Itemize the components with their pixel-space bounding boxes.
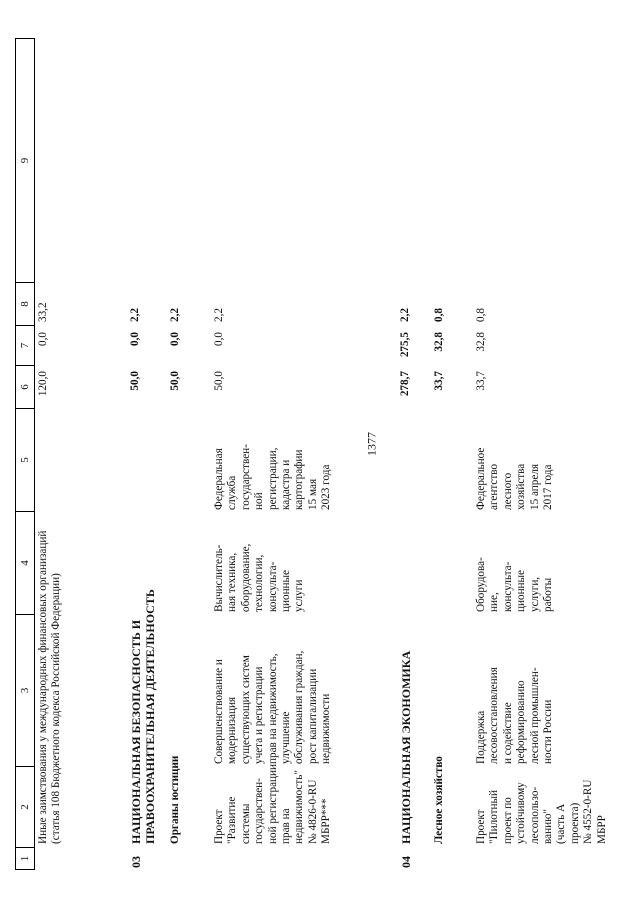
section-03-title: НАЦИОНАЛЬНАЯ БЕЗОПАСНОСТЬ И ПРАВООХРАНИТЕЛЬНАЯ ДЕЯТЕЛЬНОСТЬ — [129, 589, 157, 844]
column-header-5: 5 — [16, 408, 34, 511]
section-03-project-col8: 2,2 — [213, 308, 225, 322]
section-04-project-col3: Поддержка лесовосстановления и содействие реформированию лесной промышлен- ности России — [475, 667, 555, 764]
section-04-project-col2: Проект "Пилотный проект по устойчивому лесопользо- ванию" (часть А проекта) № 4552-0-RU МБРР — [475, 779, 608, 844]
column-header-9: 9 — [19, 157, 31, 164]
section-03-project-col4: Вычислитель- ная техника, оборудование, технологии, консульта- ционные услуги — [213, 543, 306, 612]
column-header-4: 4 — [16, 511, 34, 614]
section-03-col6: 50,0 — [129, 371, 141, 391]
column-header-1: 1 — [16, 847, 34, 869]
column-header-3: 3 — [16, 614, 34, 766]
section-03-project-col5: Федеральная служба государствен- ной регистрации, кадастра и картографии 15 мая 2023 года — [213, 444, 333, 510]
section-04-code: 04 — [399, 856, 413, 868]
intro-text: Иные заимствования у международных финансовых организаций (статья 108 Бюджетного кодекса Российской Федерации) — [37, 530, 63, 844]
column-header-8: 8 — [16, 282, 34, 325]
section-03-sub-col6: 50,0 — [169, 371, 181, 391]
section-03-project-col3: Совершенствование и модернизация существующих систем учета и регистрации прав на недвижимость, улучшение обслуживания граждан, рост капитализации недвижимости — [213, 650, 333, 764]
section-04-sub-col7: 32,8 — [433, 332, 445, 352]
section-04-sub-col6: 33,7 — [433, 371, 445, 391]
section-04-sub-title: Лесное хозяйство — [433, 756, 445, 844]
section-03-col7: 0,0 — [129, 332, 141, 346]
page-number: 1377 — [364, 432, 379, 456]
section-04-project-col7: 32,8 — [475, 332, 487, 352]
section-03-project-col7: 0,0 — [213, 332, 225, 346]
column-header-6: 6 — [16, 365, 34, 408]
section-04-col6: 278,7 — [399, 371, 411, 397]
intro-col6: 120,0 — [37, 371, 49, 397]
section-03-col8: 2,2 — [129, 308, 141, 322]
rotated-table — [15, 10, 625, 870]
section-03-project-col2: Проект "Развитие системы государствен- ной регистрации прав на недвижимость" № 4826-0-RU МБРР*** — [213, 763, 333, 844]
section-03-code: 03 — [129, 856, 143, 868]
section-04-title: НАЦИОНАЛЬНАЯ ЭКОНОМИКА — [399, 650, 413, 844]
section-03-sub-title: Органы юстиции — [169, 755, 181, 844]
column-header-7: 7 — [16, 325, 34, 365]
section-04-project-col5: Федеральное агентство лесного хозяйства 15 апреля 2017 года — [475, 447, 555, 510]
section-03-project-col6: 50,0 — [213, 371, 225, 391]
column-header-row — [15, 38, 35, 870]
section-04-sub-col8: 0,8 — [433, 308, 445, 322]
intro-col8: 33,2 — [37, 302, 49, 322]
section-04-col7: 275,5 — [399, 332, 411, 358]
section-03-sub-col8: 2,2 — [169, 308, 181, 322]
section-04-project-col8: 0,8 — [475, 308, 487, 322]
intro-col7: 0,0 — [37, 332, 49, 346]
section-04-project-col6: 33,7 — [475, 371, 487, 391]
column-header-2: 2 — [16, 766, 34, 847]
section-04-project-col4: Оборудова- ние, консульта- ционные услуги, работы — [475, 557, 555, 612]
section-03-sub-col7: 0,0 — [169, 332, 181, 346]
section-04-col8: 2,2 — [399, 308, 411, 322]
